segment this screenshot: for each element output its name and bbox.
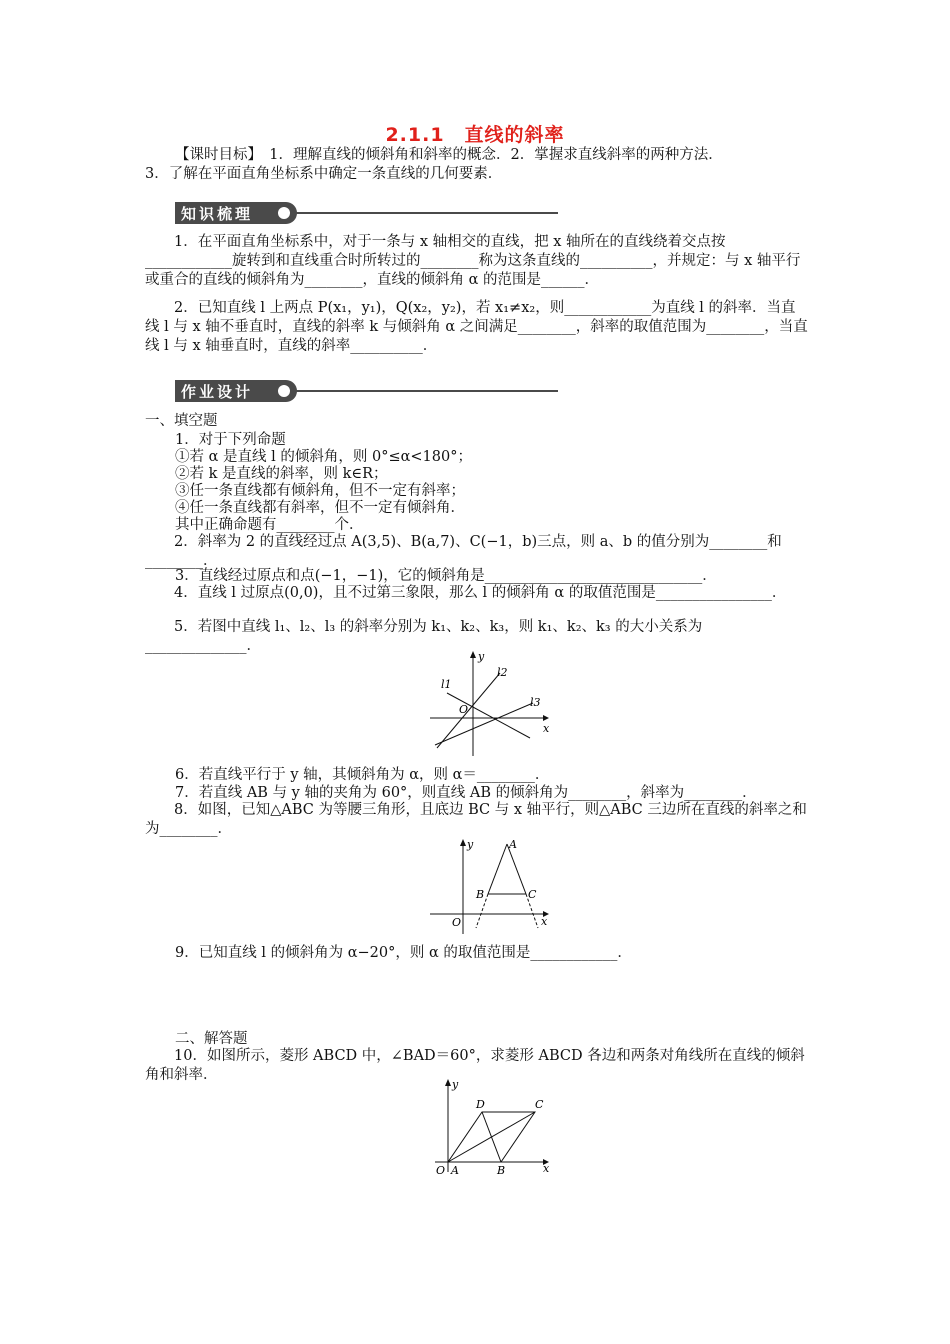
side-ab xyxy=(488,844,507,894)
label-b: B xyxy=(476,888,485,901)
question-1: 1．对于下列命题 xyxy=(175,432,286,448)
y-axis-arrow-icon xyxy=(460,839,466,846)
question-1-option-4: ④任一条直线都有斜率，但不一定有倾斜角． xyxy=(175,500,465,516)
section-title-homework: 作业设计 xyxy=(181,383,254,401)
x-axis-arrow-icon xyxy=(543,715,549,721)
section-divider xyxy=(295,212,558,214)
diagonal-bd xyxy=(482,1112,501,1162)
label-a: A xyxy=(451,1164,459,1176)
label-y: y xyxy=(467,838,474,851)
question-9: 9．已知直线 l 的倾斜角为 α−20°，则 α 的取值范围是____________． xyxy=(175,945,632,961)
page-title: 2.1.1 直线的斜率 xyxy=(385,124,565,146)
section-title-knowledge: 知识梳理 xyxy=(181,205,254,223)
part-solutions: 二、解答题 xyxy=(175,1031,248,1047)
label-origin: O xyxy=(452,916,462,929)
question-7: 7．若直线 AB 与 y 轴的夹角为 60°，则直线 AB 的倾斜角为________，斜率为________． xyxy=(175,785,757,801)
side-ac xyxy=(507,844,526,894)
question-1-option-1: ①若 α 是直线 l 的倾斜角，则 0°≤α<180°； xyxy=(175,449,472,465)
objectives-line-1: 【课时目标】 1．理解直线的倾斜角和斜率的概念．2．掌握求直线斜率的两种方法． xyxy=(175,147,723,163)
label-y: y xyxy=(452,1078,459,1091)
label-x: x xyxy=(543,722,550,735)
label-d: D xyxy=(476,1098,485,1111)
knowledge-item-2: 2．已知直线 l 上两点 P(x₁，y₁)，Q(x₂，y₂)，若 x₁≠x₂，则____________为直线 l 的斜率．当直线 l 与 x 轴不垂直时，直线的斜率 k 与倾斜角 α 之间满足________，斜率的取值范围为________，当直线 l 与 x 轴垂直时，直线的斜率__________． xyxy=(145,300,808,354)
figure-rhombus xyxy=(425,1074,560,1176)
label-x: x xyxy=(543,1162,550,1175)
section-divider xyxy=(295,390,558,392)
question-2: 2．斜率为 2 的直线经过点 A(3,5)、B(a,7)、C(−1，b)三点，则 a、b 的值分别为________和________． xyxy=(145,534,782,569)
part-fill-in: 一、填空题 xyxy=(145,413,218,429)
objectives-line-2: 3．了解在平面直角坐标系中确定一条直线的几何要素． xyxy=(145,166,503,182)
knowledge-item-1: 1．在平面直角坐标系中，对于一条与 x 轴相交的直线，把 x 轴所在的直线绕着交点按____________旋转到和直线重合时所转过的________称为这条直线的__________，并规定：与 x 轴平行或重合的直线的倾斜角为________，直线的倾斜角 α 的范围是______． xyxy=(145,234,801,288)
question-5: 5．若图中直线 l₁、l₂、l₃ 的斜率分别为 k₁、k₂、k₃，则 k₁、k₂、k₃ 的大小关系为______________． xyxy=(145,619,703,654)
label-c: C xyxy=(535,1098,544,1111)
label-x: x xyxy=(541,915,548,928)
line-l3 xyxy=(435,703,533,745)
question-3: 3．直线经过原点和点(−1，−1)，它的倾斜角是______________________________． xyxy=(175,568,717,584)
question-10: 10．如图所示，菱形 ABCD 中，∠BAD＝60°，求菱形 ABCD 各边和两条对角线所在直线的倾斜角和斜率． xyxy=(145,1048,805,1083)
y-axis-arrow-icon xyxy=(445,1079,451,1086)
label-origin: O xyxy=(436,1164,446,1176)
question-1-option-2: ②若 k 是直线的斜率，则 k∈R； xyxy=(175,466,388,482)
bullet-dot-icon xyxy=(278,207,290,219)
question-6: 6．若直线平行于 y 轴，其倾斜角为 α，则 α＝________． xyxy=(175,767,550,783)
figure-three-lines xyxy=(425,648,560,758)
question-8: 8．如图，已知△ABC 为等腰三角形，且底边 BC 与 x 轴平行，则△ABC 三边所在直线的斜率之和为________． xyxy=(145,802,807,837)
label-b: B xyxy=(497,1164,506,1176)
label-l3: l3 xyxy=(530,696,541,709)
bullet-dot-icon xyxy=(278,385,290,397)
label-l2: l2 xyxy=(497,666,508,679)
y-axis-arrow-icon xyxy=(470,651,476,658)
label-c: C xyxy=(528,888,537,901)
figure-triangle xyxy=(425,836,555,936)
question-1-option-3: ③任一条直线都有倾斜角，但不一定有斜率； xyxy=(175,483,465,499)
label-a: A xyxy=(509,838,517,851)
question-1-tail: 其中正确命题有________个． xyxy=(175,517,364,533)
label-l1: l1 xyxy=(441,678,452,691)
label-y: y xyxy=(478,650,485,663)
label-origin: O xyxy=(459,703,469,716)
question-4: 4．直线 l 过原点(0,0)，且不过第三象限，那么 l 的倾斜角 α 的取值范围是________________． xyxy=(174,585,787,601)
